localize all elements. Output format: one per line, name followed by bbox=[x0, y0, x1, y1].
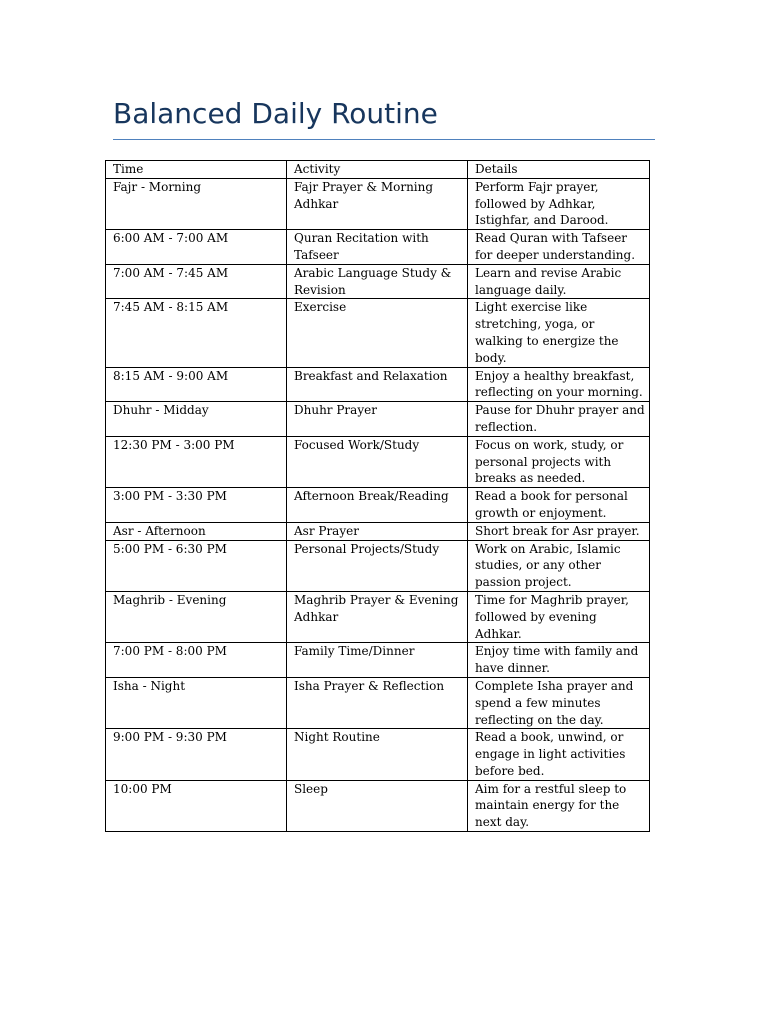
cell-activity: Quran Recitation with Tafseer bbox=[287, 230, 468, 265]
cell-details: Aim for a restful sleep to maintain energy for the next day. bbox=[468, 780, 650, 831]
cell-activity: Family Time/Dinner bbox=[287, 643, 468, 678]
cell-details: Enjoy a healthy breakfast, reflecting on your morning. bbox=[468, 367, 650, 402]
cell-details: Read Quran with Tafseer for deeper understanding. bbox=[468, 230, 650, 265]
cell-details: Enjoy time with family and have dinner. bbox=[468, 643, 650, 678]
cell-time: Isha - Night bbox=[106, 677, 287, 728]
cell-details: Work on Arabic, Islamic studies, or any other passion project. bbox=[468, 540, 650, 591]
cell-activity: Fajr Prayer & Morning Adhkar bbox=[287, 178, 468, 229]
cell-activity: Isha Prayer & Reflection bbox=[287, 677, 468, 728]
cell-time: 9:00 PM - 9:30 PM bbox=[106, 729, 287, 780]
cell-time: 7:45 AM - 8:15 AM bbox=[106, 299, 287, 367]
cell-details: Short break for Asr prayer. bbox=[468, 522, 650, 540]
cell-details: Read a book for personal growth or enjoyment. bbox=[468, 488, 650, 523]
table-row bbox=[106, 264, 650, 299]
cell-time: 12:30 PM - 3:00 PM bbox=[106, 436, 287, 487]
table-row bbox=[106, 488, 650, 523]
table-row bbox=[106, 299, 650, 367]
cell-activity: Exercise bbox=[287, 299, 468, 367]
cell-details: Light exercise like stretching, yoga, or walking to energize the body. bbox=[468, 299, 650, 367]
table-row bbox=[106, 780, 650, 831]
table-row bbox=[106, 729, 650, 780]
cell-activity: Arabic Language Study & Revision bbox=[287, 264, 468, 299]
cell-activity: Maghrib Prayer & Evening Adhkar bbox=[287, 591, 468, 642]
table-row bbox=[106, 230, 650, 265]
table-row bbox=[106, 178, 650, 229]
table-row bbox=[106, 643, 650, 678]
cell-time: Asr - Afternoon bbox=[106, 522, 287, 540]
document-title: Balanced Daily Routine bbox=[113, 97, 438, 130]
table-row bbox=[106, 436, 650, 487]
cell-details: Perform Fajr prayer, followed by Adhkar, Istighfar, and Darood. bbox=[468, 178, 650, 229]
cell-activity: Sleep bbox=[287, 780, 468, 831]
table-row bbox=[106, 677, 650, 728]
table-row bbox=[106, 522, 650, 540]
table-header-row bbox=[106, 161, 650, 179]
cell-time: 6:00 AM - 7:00 AM bbox=[106, 230, 287, 265]
cell-time: Maghrib - Evening bbox=[106, 591, 287, 642]
cell-time: Dhuhr - Midday bbox=[106, 402, 287, 437]
cell-details: Complete Isha prayer and spend a few minutes reflecting on the day. bbox=[468, 677, 650, 728]
cell-time: 7:00 AM - 7:45 AM bbox=[106, 264, 287, 299]
cell-activity: Personal Projects/Study bbox=[287, 540, 468, 591]
cell-activity: Breakfast and Relaxation bbox=[287, 367, 468, 402]
cell-details: Pause for Dhuhr prayer and reflection. bbox=[468, 402, 650, 437]
cell-activity: Focused Work/Study bbox=[287, 436, 468, 487]
cell-time: 10:00 PM bbox=[106, 780, 287, 831]
cell-details: Learn and revise Arabic language daily. bbox=[468, 264, 650, 299]
table-row bbox=[106, 540, 650, 591]
cell-activity: Night Routine bbox=[287, 729, 468, 780]
cell-time: Fajr - Morning bbox=[106, 178, 287, 229]
cell-details: Focus on work, study, or personal projects with breaks as needed. bbox=[468, 436, 650, 487]
cell-time: 7:00 PM - 8:00 PM bbox=[106, 643, 287, 678]
cell-time: 5:00 PM - 6:30 PM bbox=[106, 540, 287, 591]
cell-time: 8:15 AM - 9:00 AM bbox=[106, 367, 287, 402]
table-row bbox=[106, 591, 650, 642]
cell-activity: Dhuhr Prayer bbox=[287, 402, 468, 437]
cell-time: 3:00 PM - 3:30 PM bbox=[106, 488, 287, 523]
routine-table bbox=[105, 160, 650, 832]
header-time: Time bbox=[106, 161, 287, 179]
table-row bbox=[106, 367, 650, 402]
cell-activity: Asr Prayer bbox=[287, 522, 468, 540]
cell-details: Read a book, unwind, or engage in light activities before bed. bbox=[468, 729, 650, 780]
cell-details: Time for Maghrib prayer, followed by evening Adhkar. bbox=[468, 591, 650, 642]
cell-activity: Afternoon Break/Reading bbox=[287, 488, 468, 523]
table-row bbox=[106, 402, 650, 437]
title-underline bbox=[113, 139, 655, 140]
header-details: Details bbox=[468, 161, 650, 179]
header-activity: Activity bbox=[287, 161, 468, 179]
